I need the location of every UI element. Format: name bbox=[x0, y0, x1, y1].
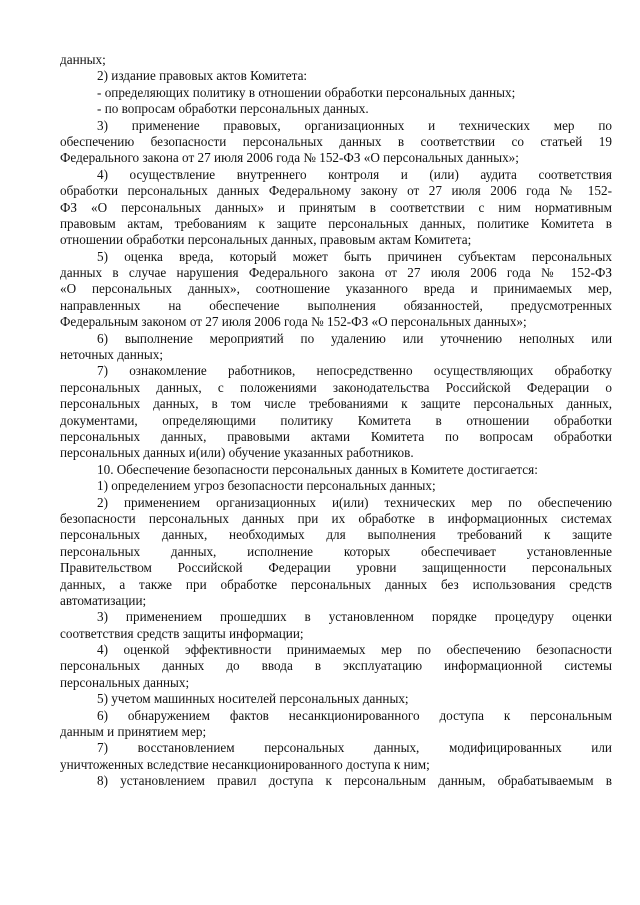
text-line: направленных на обеспечение выполнения обязанностей, предусмотренных bbox=[60, 297, 612, 313]
text-line: 7) восстановлением персональных данных, модифицированных или bbox=[97, 740, 612, 756]
text-line: 7) ознакомление работников, непосредственно осуществляющих обработку bbox=[97, 363, 612, 379]
text-line: 5) учетом машинных носителей персональных данных; bbox=[97, 691, 409, 707]
text-line: 6) выполнение мероприятий по удалению или уточнению неполных или bbox=[97, 330, 612, 346]
text-line: отношении обработки персональных данных, правовым актам Комитета; bbox=[60, 232, 472, 248]
text-line: персональных данных и(или) обучение указанных работников. bbox=[60, 445, 414, 461]
text-line: автоматизации; bbox=[60, 592, 147, 608]
text-line: 8) установлением правил доступа к персональным данным, обрабатываемым в bbox=[97, 773, 612, 789]
text-line: 2) издание правовых актов Комитета: bbox=[97, 68, 308, 84]
text-line: 3) применение правовых, организационных и технических мер по bbox=[97, 117, 612, 133]
text-line: - по вопросам обработки персональных данных. bbox=[97, 101, 369, 117]
text-line: Правительством Российской Федерации уровни защищенности персональных bbox=[60, 560, 612, 576]
text-line: правовым актам, требованиям к защите персональных данных, политике Комитета в bbox=[60, 215, 612, 231]
text-line: персональных данных; bbox=[60, 674, 190, 690]
text-line: Федерального закона от 27 июля 2006 года № 152-ФЗ «О персональных данных»; bbox=[60, 150, 519, 166]
text-line: 4) оценкой эффективности принимаемых мер по обеспечению безопасности bbox=[97, 642, 612, 658]
text-line: данным и принятием мер; bbox=[60, 724, 207, 740]
text-line: соответствия средств защиты информации; bbox=[60, 625, 304, 641]
text-line: 6) обнаружением фактов несанкционированного доступа к персональным bbox=[97, 707, 612, 723]
text-line: данных, а также при обработке персональных данных без использования средств bbox=[60, 576, 612, 592]
text-line: персональных данных, правовыми актами Комитета по вопросам обработки bbox=[60, 428, 612, 444]
text-line: персональных данных, необходимых для выполнения требований к защите bbox=[60, 527, 612, 543]
text-line: ФЗ «О персональных данных» и принятым в соответствии с ним нормативным bbox=[60, 199, 612, 215]
document-page bbox=[60, 52, 612, 790]
text-line: персональных данных, с положениями законодательства Российской Федерации о bbox=[60, 379, 612, 395]
text-line: Федеральным законом от 27 июля 2006 года № 152-ФЗ «О персональных данных»; bbox=[60, 314, 527, 330]
text-line: обработки персональных данных Федеральному закону от 27 июля 2006 года № 152- bbox=[60, 183, 612, 199]
text-line: персональных данных, исполнение которых обеспечивает установленные bbox=[60, 543, 612, 559]
text-line: 10. Обеспечение безопасности персональных данных в Комитете достигается: bbox=[97, 461, 538, 477]
text-line: 2) применением организационных и(или) технических мер по обеспечению bbox=[97, 494, 612, 510]
text-line: 1) определением угроз безопасности персональных данных; bbox=[97, 478, 436, 494]
text-line: документами, определяющими политику Комитета в отношении обработки bbox=[60, 412, 612, 428]
text-line: персональных данных, в том числе требованиями к защите персональных данных, bbox=[60, 396, 612, 412]
text-line: неточных данных; bbox=[60, 347, 163, 363]
text-line: 3) применением прошедших в установленном порядке процедуру оценки bbox=[97, 609, 612, 625]
text-line: данных в случае нарушения Федерального закона от 27 июля 2006 года № 152-ФЗ bbox=[60, 265, 612, 281]
text-line: «О персональных данных», соотношение указанного вреда и принимаемых мер, bbox=[60, 281, 612, 297]
text-line: данных; bbox=[60, 52, 106, 67]
text-line: персональных данных до ввода в эксплуатацию информационной системы bbox=[60, 658, 612, 674]
text-line: 5) оценка вреда, который может быть причинен субъектам персональных bbox=[97, 248, 612, 264]
text-line: уничтоженных вследствие несанкционированного доступа к ним; bbox=[60, 756, 430, 772]
text-line: 4) осуществление внутреннего контроля и (или) аудита соответствия bbox=[97, 166, 612, 182]
text-line: безопасности персональных данных при их обработке в информационных системах bbox=[60, 510, 612, 526]
text-line: - определяющих политику в отношении обработки персональных данных; bbox=[97, 84, 516, 100]
text-line: обеспечению безопасности персональных данных в соответствии со статьей 19 bbox=[60, 133, 612, 149]
